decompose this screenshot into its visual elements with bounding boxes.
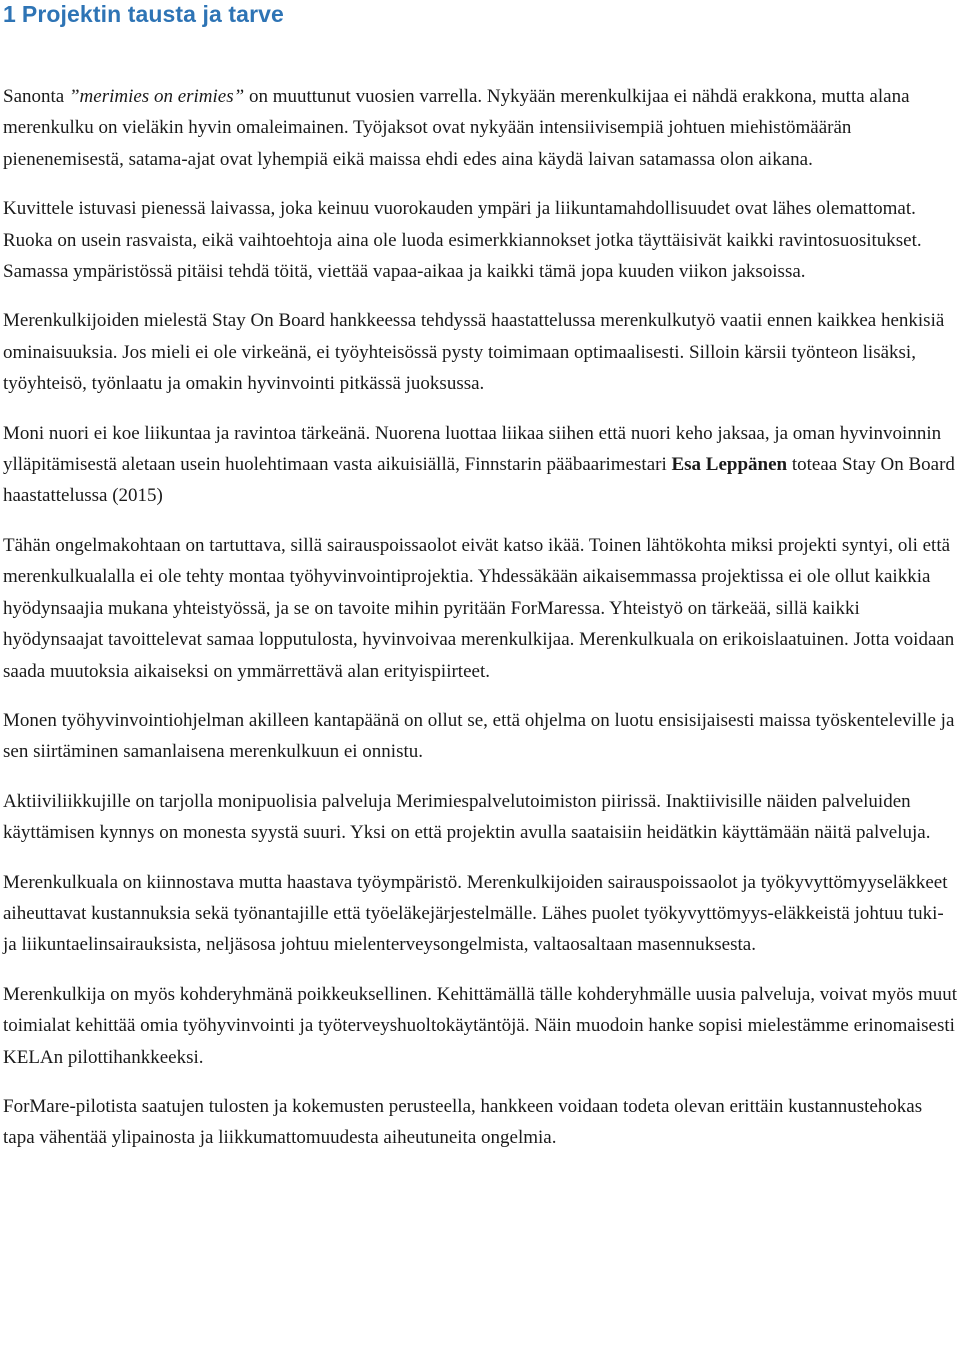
section-heading: [3, 0, 958, 28]
heading-title: Projektin tausta ja tarve: [21, 1, 284, 27]
paragraph-3: Merenkulkijoiden mielestä Stay On Board hankkeessa tehdyssä haastattelussa merenkulkutyö vaatii ennen kaikkea henkisiä ominaisuuksia. Jos mieli ei ole virkeänä, ei työyhteisössä pysty toimimaan optimaalisesti. Silloin kärsii työnteon lisäksi, työyhteisö, työnlaatu ja omakin hyvinvointi pitkässä juoksussa.: [3, 310, 945, 395]
paragraph-1: [3, 81, 958, 175]
paragraph-5: Tähän ongelmakohtaan on tartuttava, sillä sairauspoissaolot eivät katso ikää. Toinen lähtökohta miksi projekti syntyi, oli että merenkulkualalla ei ole tehty montaa työhyvinvointiprojektia. Yhdessäkään aikaisemmassa projektissa ei ole ollut kaikkia hyödynsaajia mukana yhteistyössä, ja se on tavoite mihin pyritään ForMaressa. Yhteistyö on tärkeää, sillä kaikki hyödynsaajat tavoittelevat samaa lopputulosta, hyvinvoivaa merenkulkijaa. Merenkulkuala on erikoislaatuinen. Jotta voidaan saada muutoksia aikaiseksi on ymmärrettävä alan erityispiirteet.: [3, 534, 955, 682]
paragraph-8: Merenkulkuala on kiinnostava mutta haastava työympäristö. Merenkulkijoiden sairauspoissaolot ja työkyvyttömyyseläkkeet aiheuttavat kustannuksia sekä työnantajille että työeläkejärjestelmälle. Lähes puolet työkyvyttömyys-eläkkeistä johtuu tuki- ja liikuntaelinsairauksista, neljäsosa johtuu mielenterveysongelmista, valtaosaltaan masennuksesta.: [3, 871, 948, 956]
paragraph-7: Aktiiviliikkujille on tarjolla monipuolisia palveluja Merimiespalvelutoimiston piirissä. Inaktiivisille näiden palveluiden käyttämisen kynnys on monesta syystä suuri. Yksi on että projektin avulla saataisiin heidätkin käyttämään näitä palveluja.: [3, 790, 931, 844]
paragraph-4-pre: Moni nuori ei koe liikuntaa ja ravintoa tärkeänä. Nuorena luottaa liikaa siihen että nuori keho jaksaa, ja oman hyvinvoinnin ylläpitämisestä aletaan usein huolehtimaan vasta aikuisiällä, Finnstarin pääbaarimestari: [3, 422, 942, 476]
paragraph-2: Kuvittele istuvasi pienessä laivassa, joka keinuu vuorokauden ympäri ja liikuntamahdollisuudet ovat lähes olemattomat. Ruoka on usein rasvaista, eikä vaihtoehtoja aina ole luoda esimerkkiannokset jotka täyttäisivät kaikki ravintosuositukset. Samassa ympäristössä pitäisi tehdä töitä, viettää vapaa-aikaa ja kaikki tämä jopa kuuden viikon jaksoissa.: [3, 198, 922, 283]
paragraph-1-post: on muuttunut vuosien varrella. Nykyään merenkulkijaa ei nähdä erakkona, mutta alana merenkulku on vieläkin hyvin omaleimainen. Työjaksot ovat nykyään intensiivisempiä johtuen miehistömäärän pienenemisestä, satama-ajat ovat lyhempiä eikä maissa ehdi edes aina käydä laivan satamassa olon aikana.: [3, 86, 910, 170]
paragraph-1-pre: Sanonta: [3, 86, 69, 107]
quote-italic: ”merimies on erimies”: [68, 86, 245, 107]
paragraph-4-post: toteaa Stay On Board haastattelussa (2015): [3, 454, 955, 507]
paragraph-4: [3, 418, 958, 512]
document-page: [3, 0, 958, 1172]
heading-number: 1: [3, 1, 16, 27]
paragraph-9: Merenkulkija on myös kohderyhmänä poikkeuksellinen. Kehittämällä tälle kohderyhmälle uusia palveluja, voivat myös muut toimialat kehittää omia työhyvinvointi ja työterveyshuoltokäytäntöjä. Näin muodoin hanke sopisi mielestämme erinomaisesti KELAn pilottihankkeeksi.: [3, 983, 957, 1068]
document-body: [3, 81, 958, 1154]
person-name-bold: Esa Leppänen: [671, 454, 788, 476]
paragraph-10: ForMare-pilotista saatujen tulosten ja kokemusten perusteella, hankkeen voidaan todeta olevan erittäin kustannustehokas tapa vähentää ylipainosta ja liikkumattomuudesta aiheutuneita ongelmia.: [3, 1095, 923, 1149]
paragraph-6: Monen työhyvinvointiohjelman akilleen kantapäänä on ollut se, että ohjelma on luotu ensisijaisesti maissa työskenteleville ja sen siirtäminen samanlaisena merenkulkuun ei onnistu.: [3, 709, 955, 763]
